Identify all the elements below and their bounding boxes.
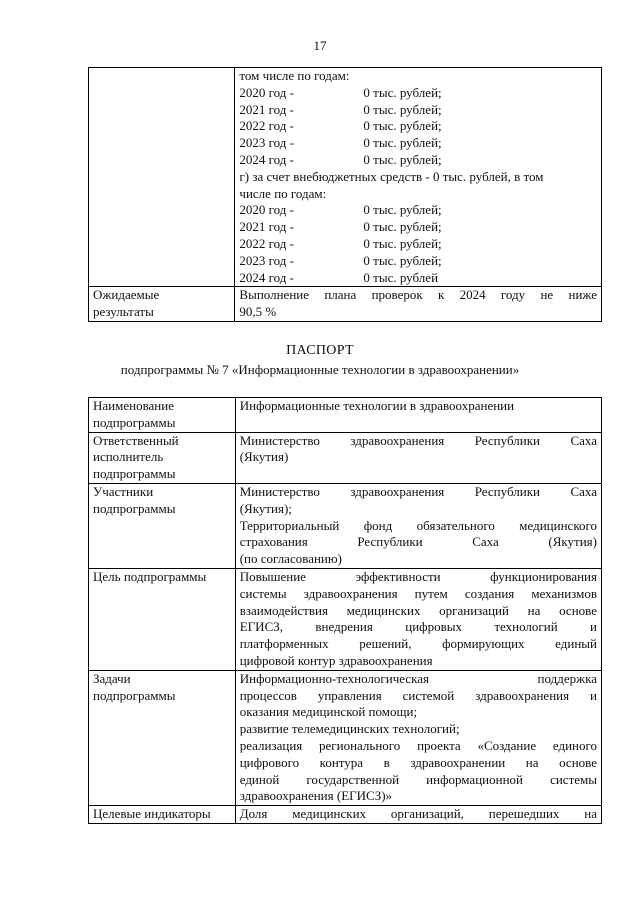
value-line: единой государственной информационной системы <box>239 771 597 787</box>
funding-intro: том числе по годам: <box>239 68 350 83</box>
executor-value <box>235 432 601 483</box>
value-line: ЕГИСЗ, внедрения цифровых технологий и <box>239 619 597 635</box>
tasks-label <box>89 670 236 805</box>
value-line: цифровой контур здравоохранения <box>239 652 433 668</box>
funding-row <box>239 102 597 119</box>
indicators-value <box>235 806 601 824</box>
funding-amount: 0 тыс. рублей; <box>363 118 442 134</box>
funding-table <box>88 67 602 322</box>
value-line: Доля медицинских организаций, перешедших на <box>239 806 597 822</box>
label-line: Цель подпрограммы <box>93 568 207 584</box>
funding-amount: 0 тыс. рублей; <box>363 202 442 218</box>
value-line: Повышение эффективности функционирования <box>239 568 597 584</box>
table-row <box>89 398 602 433</box>
funding-year: 2023 год - <box>239 135 294 151</box>
value-line: Информационные технологии в здравоохранении <box>239 398 515 413</box>
funding-row <box>239 202 597 219</box>
funding-year: 2022 год - <box>239 118 294 134</box>
value-line: здравоохранения (ЕГИСЗ)» <box>239 788 393 804</box>
table-row <box>89 483 602 568</box>
value-line: (Якутия); <box>239 500 292 516</box>
extra-budget-line: числе по годам: <box>239 185 327 201</box>
table-row <box>89 670 602 805</box>
funding-row <box>239 236 597 253</box>
label-line: результаты <box>93 304 154 320</box>
funding-amount: 0 тыс. рублей; <box>363 135 442 151</box>
goal-label <box>89 568 236 670</box>
value-line: (по согласованию) <box>239 551 342 567</box>
funding-label-cell <box>89 68 235 287</box>
funding-value-cell <box>235 68 602 287</box>
passport-title: ПАСПОРТ <box>286 343 354 358</box>
label-line: исполнитель <box>93 449 164 465</box>
funding-year: 2021 год - <box>239 219 294 235</box>
page-number: 17 <box>313 38 327 53</box>
label-line: Задачи <box>93 670 131 686</box>
funding-year: 2024 год - <box>239 269 294 285</box>
expected-results-label <box>89 287 235 322</box>
value-line: цифрового контура в здравоохранении на основе <box>239 754 597 770</box>
executor-label <box>89 432 236 483</box>
participants-value <box>235 483 601 568</box>
funding-amount: 0 тыс. рублей; <box>363 151 442 167</box>
label-line: подпрограммы <box>93 687 176 703</box>
participants-label <box>89 483 236 568</box>
value-line: Информационно-технологическая поддержка <box>239 670 597 686</box>
label-line: подпрограммы <box>93 466 176 482</box>
funding-row <box>239 118 597 135</box>
funding-amount: 0 тыс. рублей; <box>363 84 442 100</box>
funding-amount: 0 тыс. рублей; <box>363 101 442 117</box>
value-line: реализация регионального проекта «Создание единого <box>239 737 597 753</box>
funding-year: 2024 год - <box>239 151 294 167</box>
value-line: оказания медицинской помощи; <box>239 704 418 720</box>
label-line: Участники <box>93 483 154 499</box>
goal-value <box>235 568 601 670</box>
funding-row <box>239 85 597 102</box>
funding-amount: 0 тыс. рублей; <box>363 252 442 268</box>
name-value <box>235 398 601 433</box>
label-line: Ответственный <box>93 432 179 448</box>
label-line: Целевые индикаторы <box>93 806 211 822</box>
table-row <box>89 806 602 824</box>
funding-year: 2023 год - <box>239 252 294 268</box>
value-line: процессов управления системой здравоохранения и <box>239 687 597 703</box>
funding-row <box>239 270 597 287</box>
funding-amount: 0 тыс. рублей; <box>363 235 442 251</box>
value-line: взаимодействия медицинских организаций на основе <box>239 602 597 618</box>
value-line: Территориальный фонд обязательного медицинского <box>239 517 597 533</box>
table-row <box>89 568 602 670</box>
label-line: подпрограммы <box>93 500 176 516</box>
value-line: системы здравоохранения путем создания механизмов <box>239 585 597 601</box>
funding-row <box>239 152 597 169</box>
value-line: (Якутия) <box>239 449 289 465</box>
table-row <box>89 68 602 287</box>
value-line: Министерство здравоохранения Республики Саха <box>239 432 597 448</box>
funding-row <box>239 135 597 152</box>
funding-year: 2022 год - <box>239 235 294 251</box>
passport-subtitle: подпрограммы № 7 «Информационные технологии в здравоохранении» <box>120 362 520 377</box>
table-row <box>89 287 602 322</box>
funding-row <box>239 219 597 236</box>
label-line: Ожидаемые <box>93 287 160 303</box>
label-line: подпрограммы <box>93 414 176 430</box>
funding-amount: 0 тыс. рублей; <box>363 219 442 235</box>
funding-row <box>239 253 597 270</box>
value-line: развитие телемедицинских технологий; <box>239 721 460 737</box>
indicators-label <box>89 806 236 824</box>
value-line: Выполнение плана проверок к 2024 году не ниже <box>239 287 597 303</box>
tasks-value <box>235 670 601 805</box>
passport-table <box>88 397 602 824</box>
name-label <box>89 398 236 433</box>
funding-year: 2020 год - <box>239 84 294 100</box>
extra-budget-line: г) за счет внебюджетных средств - 0 тыс. рублей, в том <box>239 168 544 184</box>
value-line: платформенных решений, формирующих единый <box>239 636 597 652</box>
value-line: страхования Республики Саха (Якутия) <box>239 534 597 550</box>
funding-amount: 0 тыс. рублей <box>363 269 439 285</box>
expected-results-value <box>235 287 602 322</box>
value-line: Министерство здравоохранения Республики Саха <box>239 483 597 499</box>
label-line: Наименование <box>93 398 174 413</box>
funding-year: 2020 год - <box>239 202 294 218</box>
table-row <box>89 432 602 483</box>
funding-year: 2021 год - <box>239 101 294 117</box>
value-line: 90,5 % <box>239 304 277 320</box>
